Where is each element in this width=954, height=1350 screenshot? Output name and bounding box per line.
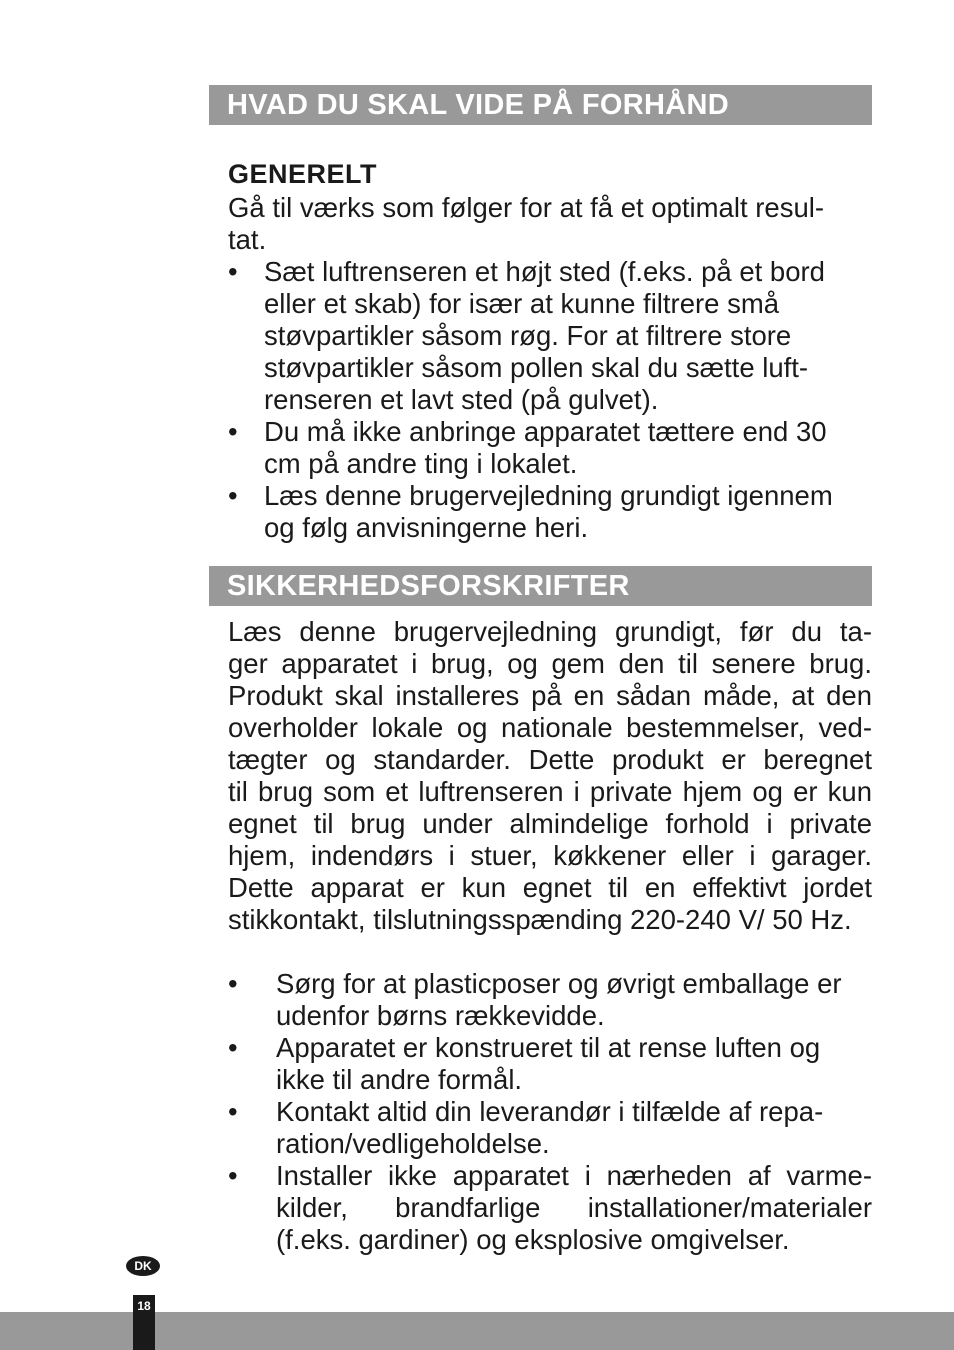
bullet-point: • bbox=[228, 416, 238, 447]
paragraph-line: Dette apparat er kun egnet til en effektivt jordet bbox=[228, 872, 872, 903]
list-item-line: Installer ikke apparatet i nærheden af varme- bbox=[276, 1160, 872, 1191]
bullet-point: • bbox=[228, 480, 238, 511]
list-item-line: støvpartikler såsom pollen skal du sætte luft- bbox=[264, 352, 809, 383]
general-section-body bbox=[228, 192, 872, 544]
paragraph-line: Produkt skal installeres på en sådan måde, at den bbox=[228, 680, 872, 711]
paragraph-line: Læs denne brugervejledning grundigt, før du ta- bbox=[228, 616, 872, 647]
paragraph-line: ger apparatet i brug, og gem den til senere brug. bbox=[228, 648, 872, 679]
list-item-line: Læs denne brugervejledning grundigt igennem bbox=[264, 480, 833, 511]
paragraph-line: egnet til brug under almindelige forhold i private bbox=[228, 808, 872, 839]
list-item-line: cm på andre ting i lokalet. bbox=[264, 448, 578, 479]
list-item-line: Sæt luftrenseren et højt sted (f.eks. på et bord bbox=[264, 256, 825, 287]
list-item-line: udenfor børns rækkevidde. bbox=[276, 1000, 605, 1031]
bullet-point: • bbox=[228, 1032, 238, 1063]
list-item-line: (f.eks. gardiner) og eksplosive omgivelser. bbox=[276, 1224, 790, 1255]
list-item-line: Sørg for at plasticposer og øvrigt emballage er bbox=[276, 968, 842, 999]
paragraph-line: til brug som et luftrenseren i private hjem og er kun bbox=[228, 776, 872, 807]
bullet-point: • bbox=[228, 1160, 238, 1191]
list-item-line: støvpartikler såsom røg. For at filtrere store bbox=[264, 320, 792, 351]
list-item-line: eller et skab) for især at kunne filtrere små bbox=[264, 288, 780, 319]
intro-line: tat. bbox=[228, 224, 267, 255]
paragraph-line: hjem, indendørs i stuer, køkkener eller i garager. bbox=[228, 840, 872, 871]
subheading-general: GENERELT bbox=[228, 159, 378, 189]
list-item-line: og følg anvisningerne heri. bbox=[264, 512, 589, 543]
bullet-point: • bbox=[228, 256, 238, 287]
intro-line: Gå til værks som følger for at få et optimalt resul- bbox=[228, 192, 825, 223]
safety-section-body bbox=[228, 616, 872, 1256]
list-item-line: Apparatet er konstrueret til at rense luften og bbox=[276, 1032, 821, 1063]
list-item-line: kilder, brandfarlige installationer/materialer bbox=[276, 1192, 872, 1223]
language-badge: DK bbox=[126, 1256, 160, 1276]
bullet-point: • bbox=[228, 968, 238, 999]
list-item-line: renseren et lavt sted (på gulvet). bbox=[264, 384, 659, 415]
list-item-line: Kontakt altid din leverandør i tilfælde af repa- bbox=[276, 1096, 824, 1127]
paragraph-line: tægter og standarder. Dette produkt er beregnet bbox=[228, 744, 872, 775]
section-header-before-use: HVAD DU SKAL VIDE PÅ FORHÅND bbox=[209, 85, 872, 125]
list-item-line: ikke til andre formål. bbox=[276, 1064, 523, 1095]
paragraph-line: overholder lokale og nationale bestemmelser, ved- bbox=[228, 712, 872, 743]
paragraph-line: stikkontakt, tilslutningsspænding 220-240 V/ 50 Hz. bbox=[228, 904, 852, 935]
page-number: 18 bbox=[133, 1295, 155, 1350]
section-header-safety: SIKKERHEDSFORSKRIFTER bbox=[209, 566, 872, 606]
bullet-point: • bbox=[228, 1096, 238, 1127]
list-item-line: Du må ikke anbringe apparatet tættere end 30 bbox=[264, 416, 827, 447]
list-item-line: ration/vedligeholdelse. bbox=[276, 1128, 550, 1159]
